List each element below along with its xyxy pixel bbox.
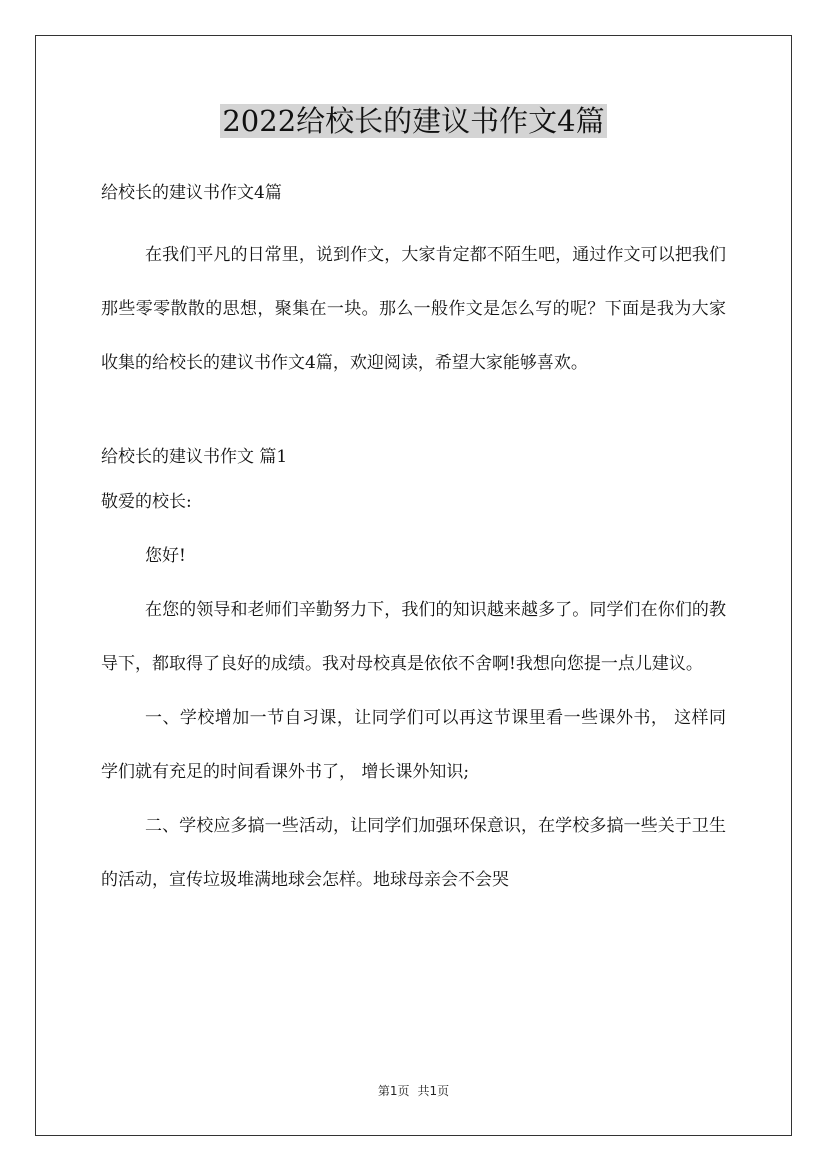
document-title — [0, 100, 827, 142]
greeting: 您好! — [145, 546, 186, 566]
body-paragraph-1: 在您的领导和老师们辛勤努力下，我们的知识越来越多了。同学们在你们的教导下，都取得了良好的成绩。我对母校真是依依不舍啊!我想向您提一点儿建议。 — [101, 600, 726, 674]
spacer — [101, 212, 726, 228]
body-paragraph-3: 二、学校应多搞一些活动，让同学们加强环保意识，在学校多搞一些关于卫生的活动，宣传垃圾堆满地球会怎样。地球母亲会不会哭 — [101, 816, 726, 890]
document-body — [101, 174, 726, 907]
salutation: 敬爱的校长: — [101, 492, 192, 512]
document-title-text: 2022给校长的建议书作文4篇 — [222, 104, 605, 138]
page-number-current: 第1页 — [377, 1084, 410, 1098]
body-paragraph-2: 一、学校增加一节自习课，让同学们可以再这节课里看一些课外书， 这样同学们就有充足的时间看课外书了， 增长课外知识; — [101, 708, 726, 782]
document-subtitle: 给校长的建议书作文4篇 — [101, 183, 282, 203]
page-footer — [0, 1082, 827, 1099]
spacer — [101, 390, 726, 439]
page-number-total: 共1页 — [417, 1084, 450, 1098]
section-heading: 给校长的建议书作文 篇1 — [101, 447, 288, 467]
intro-paragraph: 在我们平凡的日常里，说到作文，大家肯定都不陌生吧，通过作文可以把我们那些零零散散的思想，聚集在一块。那么一般作文是怎么写的呢？下面是我为大家收集的给校长的建议书作文4篇，欢迎阅读，希望大家能够喜欢。 — [101, 245, 726, 373]
